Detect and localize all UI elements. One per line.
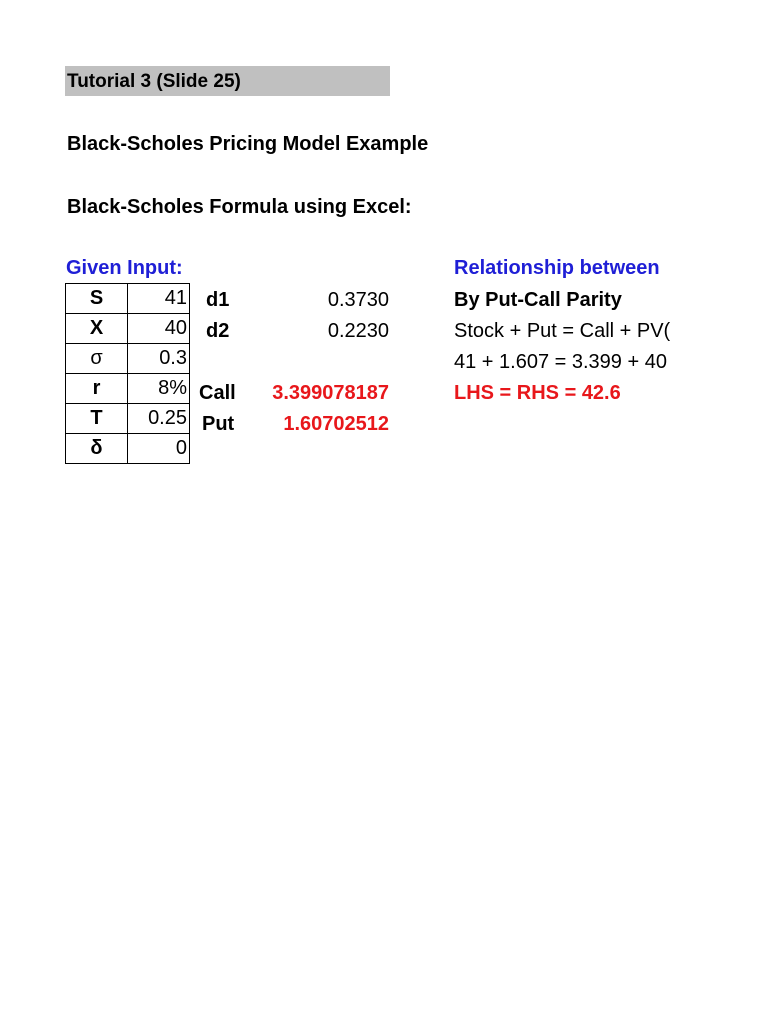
call-value: 3.399078187 (272, 382, 389, 404)
input-value: 0 (128, 434, 190, 464)
tutorial-title: Tutorial 3 (Slide 25) (67, 71, 241, 92)
input-value: 0.25 (128, 404, 190, 434)
input-row-delta (66, 434, 190, 464)
formula-title: Black-Scholes Formula using Excel: (67, 196, 412, 218)
input-value: 40 (128, 314, 190, 344)
relationship-heading: Relationship between (454, 257, 660, 279)
put-label: Put (202, 413, 235, 435)
relationship-panel (454, 250, 702, 420)
input-symbol: r (66, 374, 128, 404)
input-value: 0.3 (128, 344, 190, 374)
input-row-r (66, 374, 190, 404)
input-value: 41 (128, 284, 190, 314)
parity-label: By Put-Call Parity (454, 289, 622, 311)
model-title: Black-Scholes Pricing Model Example (67, 133, 429, 155)
put-value: 1.60702512 (283, 413, 389, 435)
input-symbol: S (66, 284, 128, 314)
parity-equation: Stock + Put = Call + PV( (454, 320, 671, 342)
input-row-x (66, 314, 190, 344)
d2-label: d2 (206, 320, 230, 342)
input-row-sigma (66, 344, 190, 374)
input-row-t (66, 404, 190, 434)
d2-value: 0.2230 (327, 320, 389, 342)
d1-value: 0.3730 (327, 289, 389, 311)
parity-numeric: 41 + 1.607 = 3.399 + 40 (454, 351, 667, 373)
input-value: 8% (128, 374, 190, 404)
given-input-label: Given Input: (66, 257, 183, 279)
input-symbol: δ (66, 434, 128, 464)
d1-label: d1 (206, 289, 230, 311)
input-symbol: σ (66, 344, 128, 374)
input-symbol: X (66, 314, 128, 344)
call-label: Call (199, 382, 236, 404)
parity-conclusion: LHS = RHS = 42.6 (454, 382, 621, 404)
input-symbol: T (66, 404, 128, 434)
input-row-s (66, 284, 190, 314)
inputs-table (65, 283, 190, 464)
